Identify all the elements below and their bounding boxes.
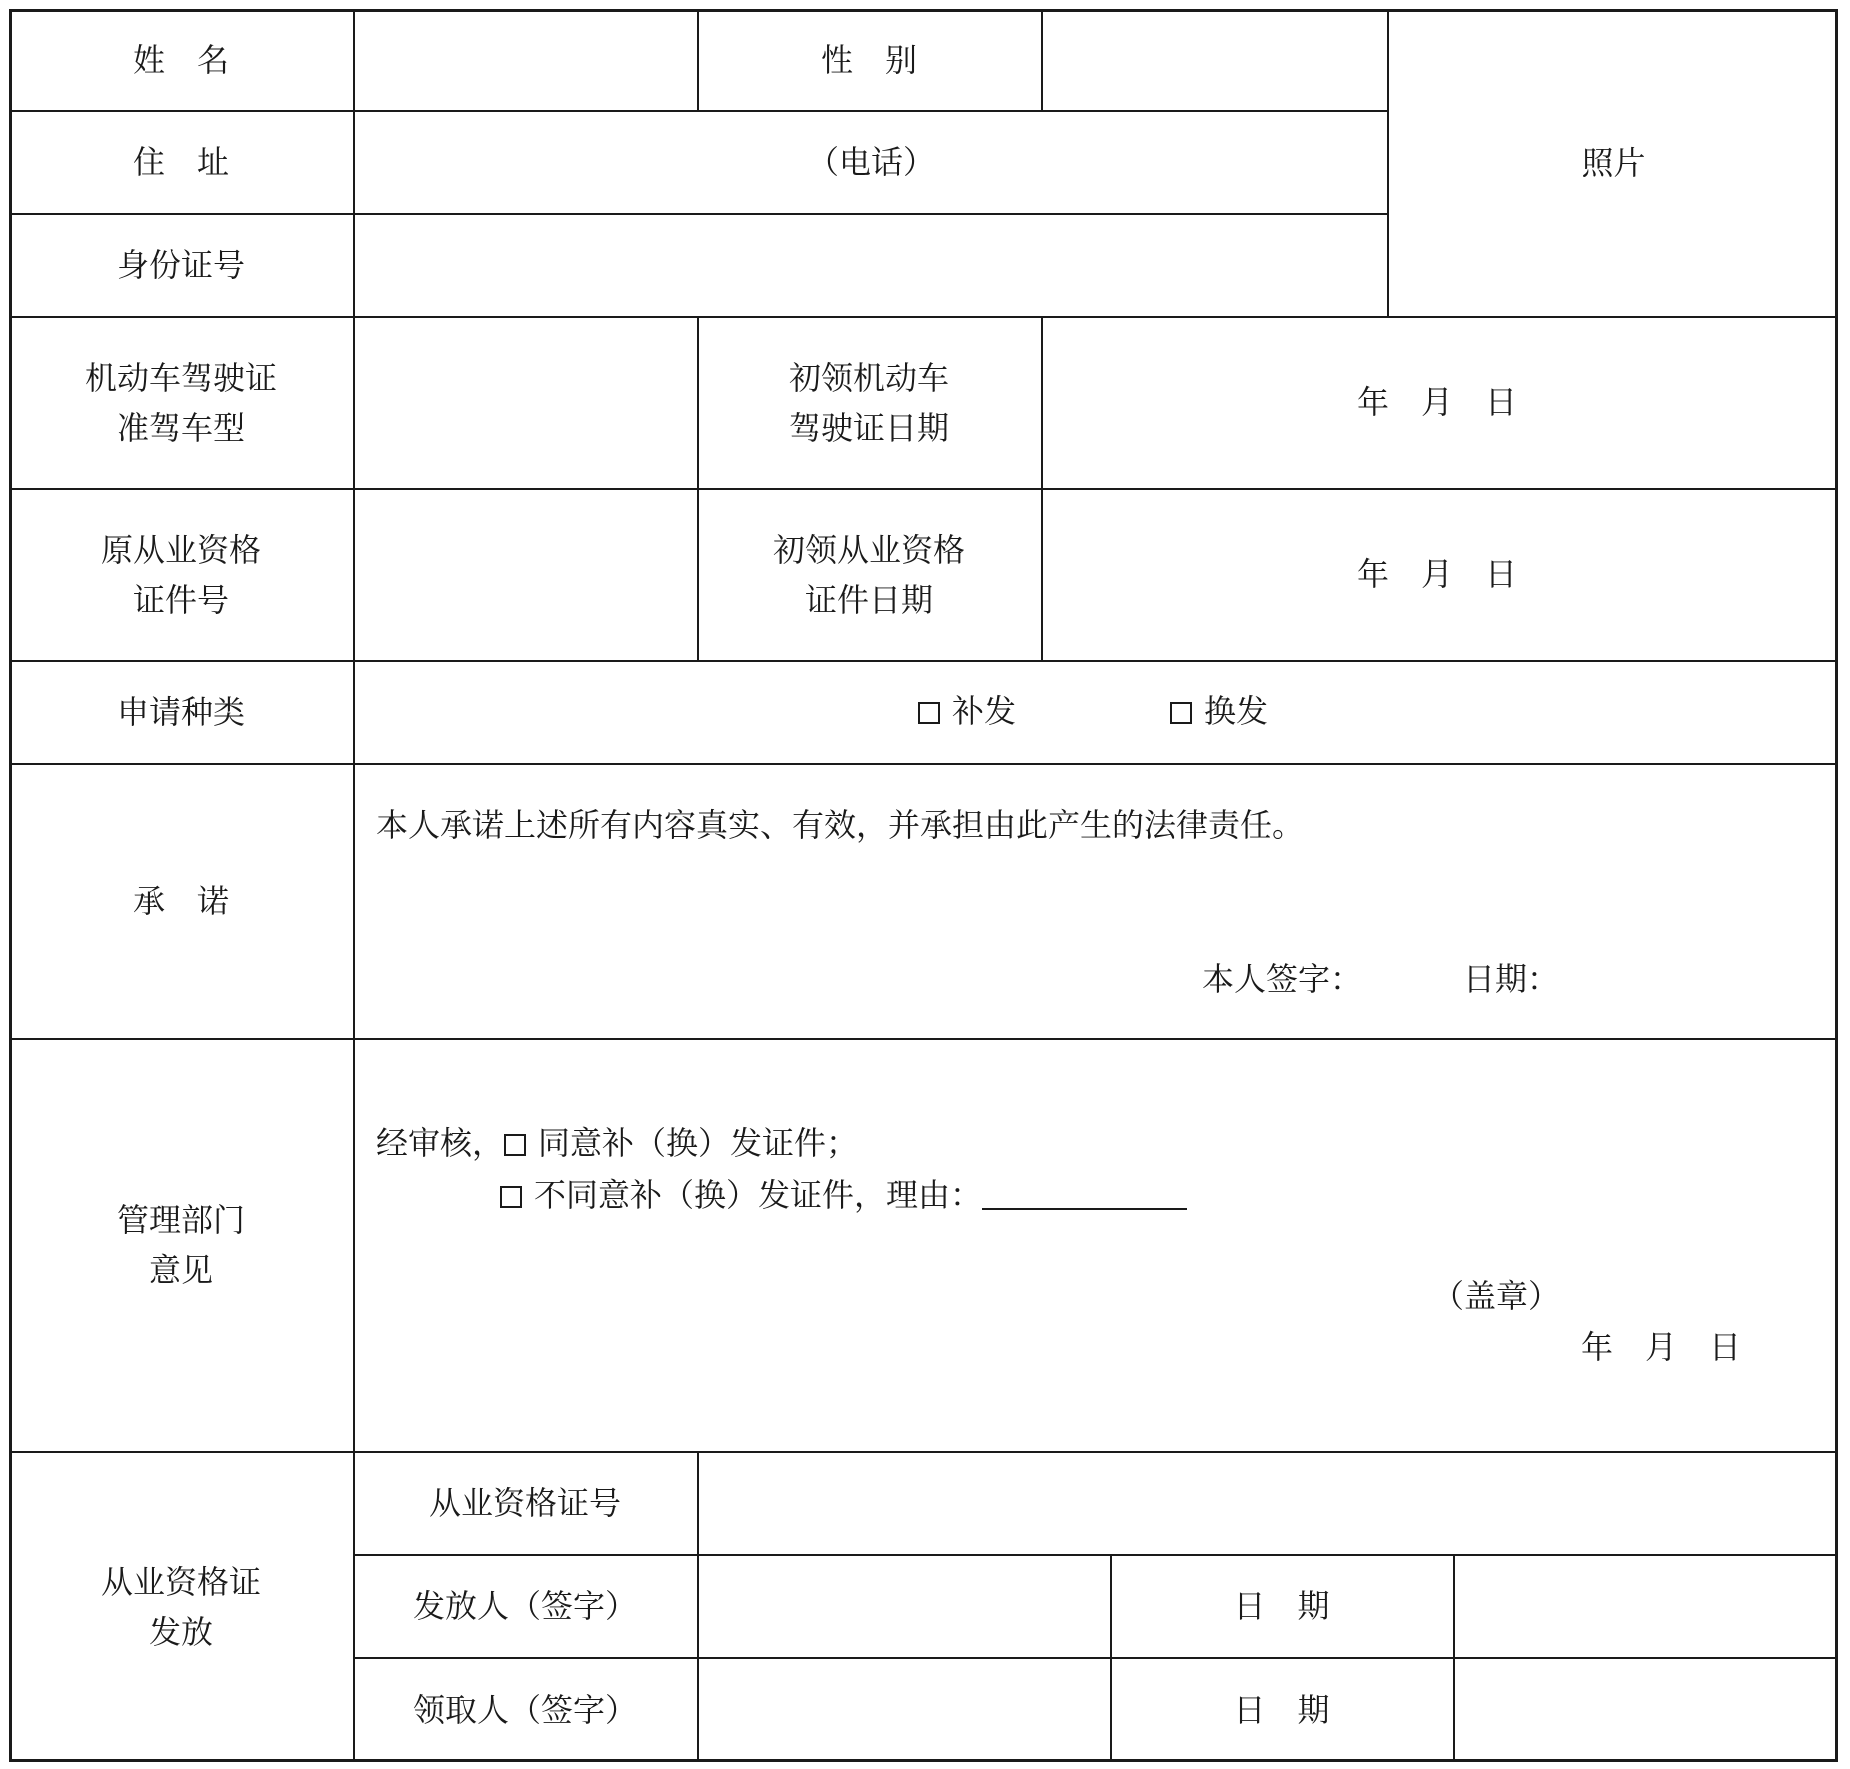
signature-label: 本人签字： xyxy=(1202,960,1363,998)
issuer-date-field[interactable] xyxy=(1455,1556,1834,1656)
reissue-label: 补发 xyxy=(952,692,1017,730)
receiver-date-field[interactable] xyxy=(1455,1659,1834,1759)
signature-date-label: 日期： xyxy=(1463,960,1560,998)
gender-label: 性 别 xyxy=(820,40,917,79)
license-date-field[interactable]: 年 月 日 xyxy=(1357,383,1518,421)
option-reissue[interactable] xyxy=(918,686,1016,736)
promise-text: 本人承诺上述所有内容真实、有效，并承担由此产生的法律责任。 xyxy=(376,806,1305,844)
receiver-label: 领取人（签字） xyxy=(412,1691,637,1729)
reissue-checkbox[interactable] xyxy=(918,702,940,724)
issuer-signature-field[interactable] xyxy=(699,1556,1110,1656)
license-date-label: 初领机动车 驾驶证日期 xyxy=(788,358,949,447)
disagree-checkbox[interactable] xyxy=(500,1186,522,1208)
cert-issue-label: 从业资格证 发放 xyxy=(100,1563,261,1651)
receiver-date-label: 日 期 xyxy=(1233,1691,1330,1729)
disagree-label: 不同意补（换）发证件，理由： xyxy=(534,1176,983,1214)
id-number-label: 身份证号 xyxy=(116,246,245,284)
option-renew[interactable] xyxy=(1170,686,1268,736)
old-cert-label: 原从业资格 证件号 xyxy=(100,530,261,619)
address-field[interactable] xyxy=(355,111,1387,213)
receiver-signature-field[interactable] xyxy=(699,1659,1110,1759)
photo-label: 照片 xyxy=(1581,143,1646,182)
dept-date: 年 月 日 xyxy=(1581,1328,1742,1366)
cert-date-field[interactable]: 年 月 日 xyxy=(1357,555,1518,593)
name-label: 姓 名 xyxy=(132,40,229,79)
issuer-date-label: 日 期 xyxy=(1233,1587,1330,1625)
cert-number-field[interactable] xyxy=(699,1453,1834,1553)
review-agree-line xyxy=(376,1118,858,1168)
old-cert-field[interactable] xyxy=(355,490,697,660)
cert-date-label: 初领从业资格 证件日期 xyxy=(772,530,965,619)
photo-box[interactable] xyxy=(1389,9,1838,316)
agree-label: 同意补（换）发证件； xyxy=(538,1124,859,1162)
reason-input[interactable] xyxy=(982,1178,1187,1210)
review-disagree-line xyxy=(500,1170,1187,1220)
seal-label: （盖章） xyxy=(1432,1277,1561,1315)
promise-label: 承 诺 xyxy=(132,882,229,920)
renew-label: 换发 xyxy=(1204,692,1269,730)
apply-type-label: 申请种类 xyxy=(116,693,245,731)
issuer-label: 发放人（签字） xyxy=(412,1587,637,1625)
license-type-label: 机动车驾驶证 准驾车型 xyxy=(84,358,277,447)
renew-checkbox[interactable] xyxy=(1170,702,1192,724)
cert-number-label: 从业资格证号 xyxy=(428,1484,621,1522)
name-field[interactable] xyxy=(355,11,695,110)
dept-opinion-label: 管理部门 意见 xyxy=(116,1201,245,1289)
agree-checkbox[interactable] xyxy=(504,1134,526,1156)
gender-field[interactable] xyxy=(1043,11,1387,110)
col-divider xyxy=(1041,316,1043,661)
license-type-field[interactable] xyxy=(355,318,697,488)
phone-label: （电话） xyxy=(806,143,935,181)
review-prefix: 经审核， xyxy=(376,1124,505,1162)
address-label: 住 址 xyxy=(132,143,229,181)
id-number-field[interactable] xyxy=(355,215,1387,315)
